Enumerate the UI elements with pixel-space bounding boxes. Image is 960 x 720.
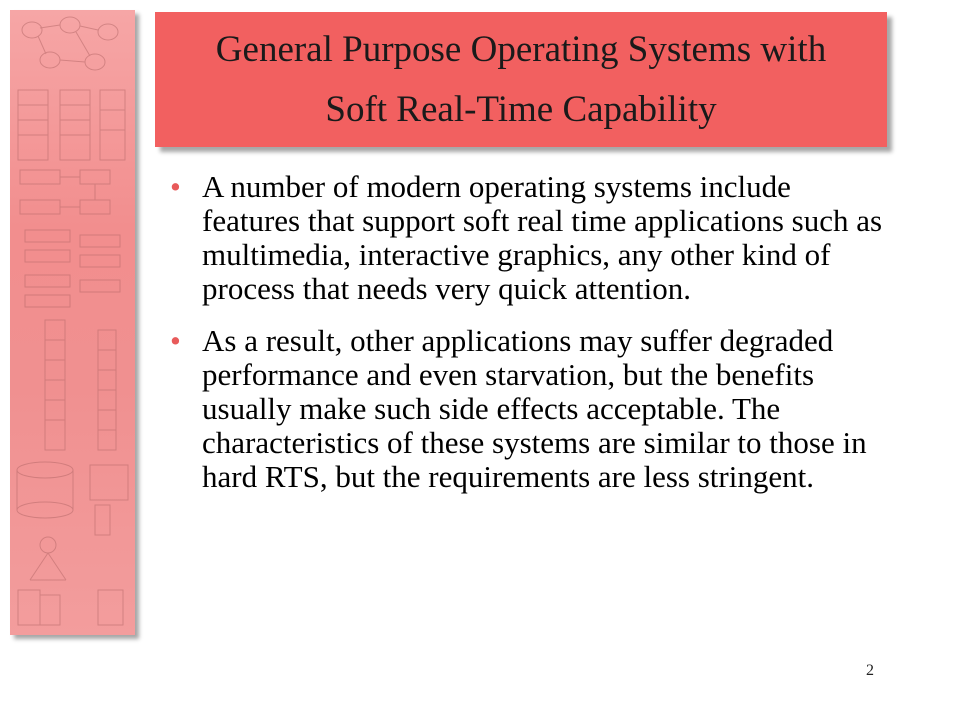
bullet-item-1: [170, 170, 890, 306]
slide-title-box: [155, 12, 887, 147]
bullet-item-2: [170, 324, 890, 494]
faint-diagram-graphic: [10, 10, 135, 635]
page-number: 2: [866, 662, 874, 679]
title-line-1: General Purpose Operating Systems with: [215, 28, 827, 70]
bullet-list: [170, 170, 890, 512]
title-line-2: Soft Real-Time Capability: [325, 88, 717, 130]
bullet-marker: •: [170, 169, 181, 204]
decorative-diagram-strip: [10, 10, 135, 635]
slide-title: [216, 20, 826, 140]
bullet-text-2: As a result, other applications may suffer degraded performance and even starvation, but the benefits usually make such side effects acceptable. The characteristics of these systems are similar to those in hard RTS, but the requirements are less stringent.: [202, 323, 867, 494]
bullet-marker: •: [170, 323, 181, 358]
bullet-text-1: A number of modern operating systems include features that support soft real time applications such as multimedia, interactive graphics, any other kind of process that needs very quick attention.: [202, 169, 883, 306]
